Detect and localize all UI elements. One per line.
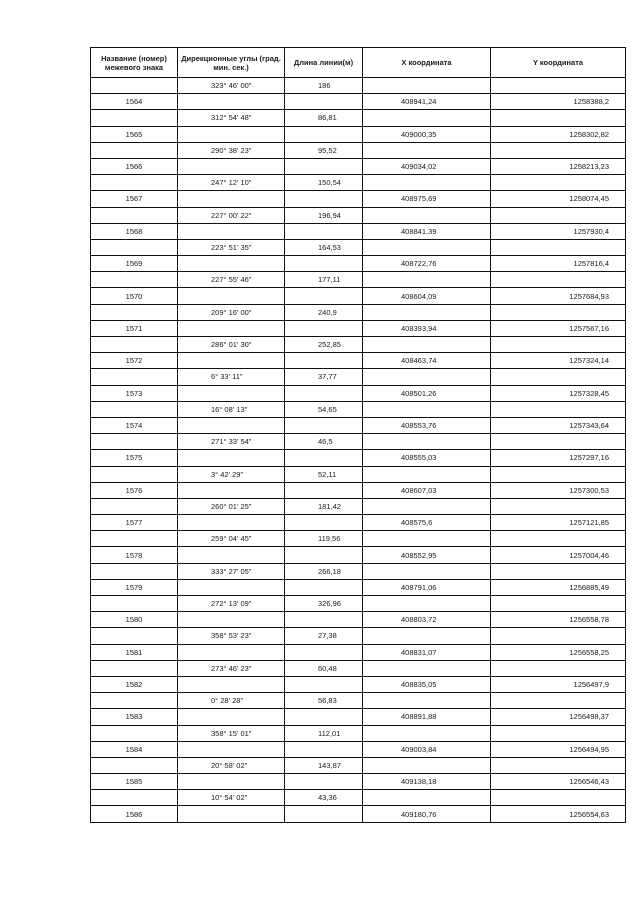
cell-line-length: 60,48 <box>285 660 363 676</box>
cell-line-length <box>285 644 363 660</box>
cell-point-name: 1572 <box>91 353 178 369</box>
cell-point-name: 1569 <box>91 256 178 272</box>
cell-direction-angle: 286° 01' 30" <box>178 337 285 353</box>
cell-point-name <box>91 757 178 773</box>
cell-line-length <box>285 256 363 272</box>
table-row <box>91 304 626 320</box>
cell-line-length: 46,5 <box>285 434 363 450</box>
cell-y-coordinate <box>491 401 626 417</box>
cell-direction-angle: 333° 27' 05" <box>178 563 285 579</box>
table-row <box>91 191 626 207</box>
table-row <box>91 612 626 628</box>
cell-y-coordinate: 1257684,93 <box>491 288 626 304</box>
coordinates-document <box>90 47 626 823</box>
cell-x-coordinate: 408607,03 <box>363 482 491 498</box>
cell-y-coordinate: 1257930,4 <box>491 223 626 239</box>
table-row <box>91 272 626 288</box>
cell-point-name <box>91 790 178 806</box>
cell-y-coordinate: 1257567,16 <box>491 320 626 336</box>
cell-line-length: 196,94 <box>285 207 363 223</box>
cell-point-name: 1583 <box>91 709 178 725</box>
cell-point-name <box>91 401 178 417</box>
cell-point-name <box>91 272 178 288</box>
cell-point-name <box>91 725 178 741</box>
cell-point-name <box>91 207 178 223</box>
cell-direction-angle: 20° 58' 02" <box>178 757 285 773</box>
table-row <box>91 547 626 563</box>
cell-direction-angle <box>178 450 285 466</box>
cell-y-coordinate <box>491 628 626 644</box>
cell-x-coordinate <box>363 272 491 288</box>
cell-direction-angle <box>178 612 285 628</box>
table-row <box>91 417 626 433</box>
cell-line-length: 52,11 <box>285 466 363 482</box>
cell-point-name: 1564 <box>91 94 178 110</box>
cell-line-length: 240,9 <box>285 304 363 320</box>
cell-y-coordinate: 1258213,23 <box>491 158 626 174</box>
cell-x-coordinate <box>363 531 491 547</box>
cell-point-name <box>91 369 178 385</box>
cell-direction-angle <box>178 482 285 498</box>
cell-point-name: 1576 <box>91 482 178 498</box>
cell-x-coordinate <box>363 78 491 94</box>
cell-line-length: 86,81 <box>285 110 363 126</box>
cell-x-coordinate <box>363 401 491 417</box>
cell-line-length <box>285 450 363 466</box>
cell-direction-angle: 209° 16' 00" <box>178 304 285 320</box>
cell-line-length: 177,11 <box>285 272 363 288</box>
table-row <box>91 515 626 531</box>
cell-point-name: 1578 <box>91 547 178 563</box>
cell-point-name <box>91 78 178 94</box>
cell-point-name <box>91 142 178 158</box>
cell-direction-angle: 260° 01' 25" <box>178 498 285 514</box>
cell-y-coordinate <box>491 110 626 126</box>
table-row <box>91 790 626 806</box>
cell-point-name: 1582 <box>91 676 178 692</box>
cell-line-length: 37,77 <box>285 369 363 385</box>
cell-direction-angle <box>178 579 285 595</box>
cell-y-coordinate: 1257297,16 <box>491 450 626 466</box>
cell-line-length: 186 <box>285 78 363 94</box>
cell-line-length <box>285 482 363 498</box>
cell-point-name: 1573 <box>91 385 178 401</box>
cell-y-coordinate <box>491 757 626 773</box>
cell-x-coordinate: 408791,06 <box>363 579 491 595</box>
cell-point-name: 1570 <box>91 288 178 304</box>
table-row <box>91 223 626 239</box>
header-name: Название (номер) межевого знака <box>91 48 178 78</box>
cell-y-coordinate: 1257004,46 <box>491 547 626 563</box>
table-row <box>91 806 626 822</box>
cell-direction-angle <box>178 94 285 110</box>
cell-direction-angle <box>178 644 285 660</box>
cell-point-name <box>91 660 178 676</box>
table-row <box>91 725 626 741</box>
cell-point-name: 1584 <box>91 741 178 757</box>
cell-y-coordinate <box>491 725 626 741</box>
cell-direction-angle <box>178 417 285 433</box>
cell-x-coordinate: 408463,74 <box>363 353 491 369</box>
cell-y-coordinate <box>491 790 626 806</box>
cell-x-coordinate: 408831,07 <box>363 644 491 660</box>
table-row <box>91 110 626 126</box>
cell-direction-angle <box>178 223 285 239</box>
cell-direction-angle <box>178 709 285 725</box>
cell-direction-angle: 272° 13' 09" <box>178 596 285 612</box>
table-row <box>91 450 626 466</box>
cell-y-coordinate: 1257300,53 <box>491 482 626 498</box>
cell-x-coordinate <box>363 790 491 806</box>
table-row <box>91 709 626 725</box>
table-row <box>91 774 626 790</box>
header-angles: Дирекционные углы (град. мин. сек.) <box>178 48 285 78</box>
cell-line-length <box>285 126 363 142</box>
cell-y-coordinate <box>491 239 626 255</box>
table-row <box>91 466 626 482</box>
cell-x-coordinate <box>363 660 491 676</box>
cell-direction-angle <box>178 515 285 531</box>
cell-line-length <box>285 191 363 207</box>
table-row <box>91 288 626 304</box>
cell-y-coordinate: 1257328,45 <box>491 385 626 401</box>
cell-y-coordinate <box>491 531 626 547</box>
cell-point-name <box>91 434 178 450</box>
cell-y-coordinate <box>491 563 626 579</box>
cell-y-coordinate <box>491 660 626 676</box>
cell-direction-angle: 3° 42' 29" <box>178 466 285 482</box>
cell-y-coordinate: 1257324,14 <box>491 353 626 369</box>
cell-direction-angle: 312° 54' 48" <box>178 110 285 126</box>
cell-point-name: 1565 <box>91 126 178 142</box>
cell-x-coordinate <box>363 498 491 514</box>
cell-direction-angle: 323° 46' 00" <box>178 78 285 94</box>
cell-line-length: 95,52 <box>285 142 363 158</box>
table-row <box>91 175 626 191</box>
cell-direction-angle: 223° 51' 35" <box>178 239 285 255</box>
header-length: Длина линии(м) <box>285 48 363 78</box>
header-x: X координата <box>363 48 491 78</box>
cell-direction-angle: 271° 33' 54" <box>178 434 285 450</box>
table-row <box>91 644 626 660</box>
cell-x-coordinate <box>363 175 491 191</box>
cell-x-coordinate <box>363 337 491 353</box>
cell-direction-angle: 259° 04' 45" <box>178 531 285 547</box>
cell-y-coordinate: 1257816,4 <box>491 256 626 272</box>
cell-point-name <box>91 531 178 547</box>
cell-direction-angle <box>178 256 285 272</box>
cell-x-coordinate <box>363 628 491 644</box>
cell-direction-angle <box>178 191 285 207</box>
cell-x-coordinate <box>363 434 491 450</box>
cell-y-coordinate: 1258302,82 <box>491 126 626 142</box>
table-row <box>91 337 626 353</box>
cell-x-coordinate <box>363 563 491 579</box>
cell-line-length <box>285 741 363 757</box>
cell-point-name: 1577 <box>91 515 178 531</box>
cell-y-coordinate: 1258388,2 <box>491 94 626 110</box>
cell-direction-angle <box>178 741 285 757</box>
cell-direction-angle: 358° 53' 23" <box>178 628 285 644</box>
cell-line-length <box>285 223 363 239</box>
boundary-coordinates-table <box>90 47 626 823</box>
cell-y-coordinate: 1256498,37 <box>491 709 626 725</box>
cell-direction-angle: 290° 38' 23" <box>178 142 285 158</box>
cell-y-coordinate <box>491 369 626 385</box>
cell-x-coordinate: 408575,6 <box>363 515 491 531</box>
cell-line-length <box>285 612 363 628</box>
table-row <box>91 628 626 644</box>
cell-line-length: 266,18 <box>285 563 363 579</box>
cell-point-name <box>91 175 178 191</box>
cell-line-length: 27,38 <box>285 628 363 644</box>
table-row <box>91 142 626 158</box>
cell-x-coordinate: 408393,94 <box>363 320 491 336</box>
table-row <box>91 660 626 676</box>
cell-y-coordinate <box>491 466 626 482</box>
cell-point-name: 1581 <box>91 644 178 660</box>
table-row <box>91 239 626 255</box>
table-row <box>91 498 626 514</box>
cell-x-coordinate: 408553,76 <box>363 417 491 433</box>
cell-x-coordinate: 408975,69 <box>363 191 491 207</box>
cell-line-length: 252,85 <box>285 337 363 353</box>
cell-direction-angle <box>178 288 285 304</box>
cell-point-name <box>91 693 178 709</box>
cell-point-name: 1566 <box>91 158 178 174</box>
cell-point-name: 1580 <box>91 612 178 628</box>
cell-point-name <box>91 596 178 612</box>
cell-y-coordinate: 1256558,78 <box>491 612 626 628</box>
table-row <box>91 579 626 595</box>
cell-y-coordinate: 1257121,85 <box>491 515 626 531</box>
cell-y-coordinate: 1257343,64 <box>491 417 626 433</box>
table-row <box>91 94 626 110</box>
table-row <box>91 401 626 417</box>
cell-line-length <box>285 353 363 369</box>
cell-y-coordinate: 1256554,63 <box>491 806 626 822</box>
cell-x-coordinate: 408552,95 <box>363 547 491 563</box>
cell-line-length: 43,36 <box>285 790 363 806</box>
cell-x-coordinate: 408803,72 <box>363 612 491 628</box>
table-row <box>91 757 626 773</box>
cell-y-coordinate <box>491 78 626 94</box>
cell-y-coordinate <box>491 596 626 612</box>
cell-direction-angle: 358° 15' 01" <box>178 725 285 741</box>
cell-line-length <box>285 158 363 174</box>
cell-y-coordinate <box>491 337 626 353</box>
cell-direction-angle <box>178 806 285 822</box>
cell-x-coordinate: 409034,02 <box>363 158 491 174</box>
cell-point-name <box>91 466 178 482</box>
cell-direction-angle: 0° 28' 28" <box>178 693 285 709</box>
cell-line-length: 150,54 <box>285 175 363 191</box>
table-row <box>91 693 626 709</box>
cell-line-length <box>285 417 363 433</box>
cell-line-length: 326,96 <box>285 596 363 612</box>
cell-x-coordinate <box>363 693 491 709</box>
table-row <box>91 256 626 272</box>
cell-direction-angle: 227° 55' 46" <box>178 272 285 288</box>
cell-direction-angle: 6° 33' 11" <box>178 369 285 385</box>
cell-direction-angle <box>178 385 285 401</box>
cell-line-length <box>285 320 363 336</box>
cell-point-name: 1567 <box>91 191 178 207</box>
cell-point-name: 1579 <box>91 579 178 595</box>
cell-x-coordinate: 408604,09 <box>363 288 491 304</box>
cell-line-length <box>285 515 363 531</box>
cell-direction-angle <box>178 353 285 369</box>
cell-point-name: 1568 <box>91 223 178 239</box>
cell-point-name <box>91 239 178 255</box>
cell-direction-angle <box>178 126 285 142</box>
cell-x-coordinate <box>363 725 491 741</box>
cell-direction-angle: 227° 00' 22" <box>178 207 285 223</box>
cell-x-coordinate: 409180,76 <box>363 806 491 822</box>
cell-direction-angle: 16° 08' 13" <box>178 401 285 417</box>
cell-x-coordinate <box>363 369 491 385</box>
cell-x-coordinate <box>363 207 491 223</box>
cell-x-coordinate <box>363 142 491 158</box>
cell-x-coordinate: 408941,24 <box>363 94 491 110</box>
cell-x-coordinate: 409003,84 <box>363 741 491 757</box>
cell-x-coordinate <box>363 304 491 320</box>
table-row <box>91 596 626 612</box>
cell-line-length <box>285 547 363 563</box>
cell-direction-angle: 10° 54' 02" <box>178 790 285 806</box>
cell-y-coordinate: 1256494,95 <box>491 741 626 757</box>
table-body <box>91 78 626 823</box>
cell-y-coordinate: 1256558,25 <box>491 644 626 660</box>
cell-y-coordinate <box>491 207 626 223</box>
cell-y-coordinate <box>491 693 626 709</box>
table-row <box>91 353 626 369</box>
table-row <box>91 158 626 174</box>
table-header-row <box>91 48 626 78</box>
cell-line-length <box>285 806 363 822</box>
cell-y-coordinate: 1256546,43 <box>491 774 626 790</box>
cell-x-coordinate <box>363 466 491 482</box>
cell-x-coordinate: 408835,05 <box>363 676 491 692</box>
cell-line-length <box>285 709 363 725</box>
cell-direction-angle: 247° 12' 10" <box>178 175 285 191</box>
cell-y-coordinate: 1256885,49 <box>491 579 626 595</box>
cell-direction-angle <box>178 774 285 790</box>
cell-point-name <box>91 563 178 579</box>
cell-point-name <box>91 304 178 320</box>
table-row <box>91 741 626 757</box>
cell-point-name <box>91 628 178 644</box>
cell-point-name <box>91 498 178 514</box>
cell-point-name: 1571 <box>91 320 178 336</box>
cell-x-coordinate: 408555,03 <box>363 450 491 466</box>
cell-x-coordinate <box>363 757 491 773</box>
cell-line-length: 181,42 <box>285 498 363 514</box>
cell-point-name <box>91 337 178 353</box>
cell-y-coordinate <box>491 175 626 191</box>
cell-line-length <box>285 385 363 401</box>
cell-point-name: 1585 <box>91 774 178 790</box>
cell-line-length <box>285 94 363 110</box>
cell-x-coordinate <box>363 239 491 255</box>
cell-point-name: 1575 <box>91 450 178 466</box>
cell-direction-angle <box>178 547 285 563</box>
table-row <box>91 369 626 385</box>
cell-x-coordinate: 408891,88 <box>363 709 491 725</box>
cell-direction-angle <box>178 158 285 174</box>
header-y: Y координата <box>491 48 626 78</box>
cell-y-coordinate: 1258074,45 <box>491 191 626 207</box>
table-row <box>91 531 626 547</box>
cell-line-length <box>285 579 363 595</box>
cell-line-length: 143,87 <box>285 757 363 773</box>
table-row <box>91 676 626 692</box>
cell-line-length: 164,53 <box>285 239 363 255</box>
table-row <box>91 434 626 450</box>
table-row <box>91 78 626 94</box>
cell-x-coordinate: 408841,39 <box>363 223 491 239</box>
cell-line-length <box>285 676 363 692</box>
table-row <box>91 126 626 142</box>
cell-x-coordinate: 408722,76 <box>363 256 491 272</box>
cell-line-length: 112,01 <box>285 725 363 741</box>
cell-point-name <box>91 110 178 126</box>
table-row <box>91 320 626 336</box>
cell-x-coordinate: 409000,35 <box>363 126 491 142</box>
cell-point-name: 1586 <box>91 806 178 822</box>
cell-direction-angle <box>178 676 285 692</box>
cell-line-length: 54,65 <box>285 401 363 417</box>
table-row <box>91 482 626 498</box>
table-row <box>91 563 626 579</box>
cell-line-length <box>285 288 363 304</box>
table-row <box>91 207 626 223</box>
cell-y-coordinate <box>491 434 626 450</box>
cell-point-name: 1574 <box>91 417 178 433</box>
cell-x-coordinate <box>363 110 491 126</box>
cell-line-length <box>285 774 363 790</box>
cell-x-coordinate: 409138,18 <box>363 774 491 790</box>
cell-direction-angle: 273° 46' 23" <box>178 660 285 676</box>
cell-y-coordinate <box>491 272 626 288</box>
cell-y-coordinate <box>491 142 626 158</box>
cell-direction-angle <box>178 320 285 336</box>
table-row <box>91 385 626 401</box>
cell-x-coordinate: 408501,26 <box>363 385 491 401</box>
cell-line-length: 56,83 <box>285 693 363 709</box>
cell-line-length: 119,56 <box>285 531 363 547</box>
cell-y-coordinate <box>491 498 626 514</box>
cell-x-coordinate <box>363 596 491 612</box>
cell-y-coordinate <box>491 304 626 320</box>
cell-y-coordinate: 1256497,9 <box>491 676 626 692</box>
